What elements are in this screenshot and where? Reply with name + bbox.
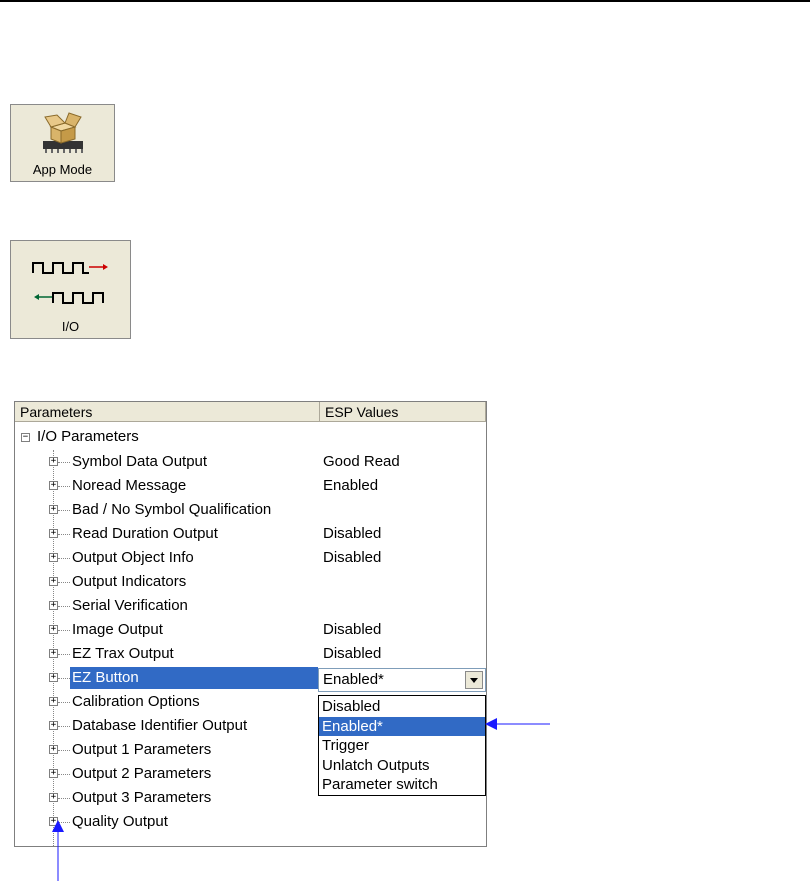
ez-button-value-select[interactable] [318,668,486,692]
tree-row-value[interactable]: Good Read [323,453,400,470]
tree-row[interactable] [15,570,485,594]
tree-branch-line [58,462,70,463]
expand-icon[interactable]: + [50,816,57,826]
tree-row[interactable] [15,618,485,642]
expand-icon[interactable]: + [50,480,57,490]
ez-button-combo-value: Enabled* [323,671,384,688]
expand-icon[interactable]: + [50,648,57,658]
tree-row-value[interactable]: Disabled [323,549,382,566]
tree-branch-line [58,798,70,799]
tree-branch-line [58,630,70,631]
expand-icon[interactable]: + [50,744,57,754]
tree-row[interactable] [15,594,485,618]
tree-branch-line [58,774,70,775]
collapse-icon[interactable]: − [22,432,29,442]
app-mode-button[interactable] [10,104,115,182]
expand-icon[interactable]: + [50,528,57,538]
arrow-left-annotation-icon [485,714,550,734]
app-mode-label: App Mode [32,162,93,177]
expand-icon[interactable]: + [50,696,57,706]
tree-branch-line [58,582,70,583]
tree-row-label: Output 2 Parameters [72,765,212,782]
io-signal-icon [31,259,111,311]
tree-row-label: Read Duration Output [72,525,218,542]
expand-icon[interactable]: + [50,624,57,634]
expand-icon[interactable]: + [50,456,57,466]
tree-row-label: EZ Trax Output [72,645,174,662]
ez-button-dropdown-list [318,695,486,796]
tree-row-label: Output 3 Parameters [72,789,212,806]
box-on-chip-icon [39,111,87,159]
expand-icon[interactable]: + [50,552,57,562]
parameters-tree-panel [14,401,487,847]
tree-row-label: Serial Verification [72,597,188,614]
dropdown-option[interactable]: Trigger [322,737,369,754]
chevron-down-icon[interactable] [465,671,483,689]
expand-icon[interactable]: + [50,768,57,778]
top-rule [0,0,810,2]
tree-row-value[interactable]: Disabled [323,645,382,662]
tree-branch-line [58,678,70,679]
expand-icon[interactable]: + [50,600,57,610]
arrow-up-annotation-icon [48,820,68,881]
tree-row-label: Symbol Data Output [72,453,208,470]
tree-row-label: Bad / No Symbol Qualification [72,501,272,518]
io-button[interactable] [10,240,131,339]
tree-branch-line [58,654,70,655]
tree-branch-line [58,606,70,607]
tree-row-label: Output 1 Parameters [72,741,212,758]
tree-row-label: Noread Message [72,477,187,494]
dropdown-option[interactable]: Unlatch Outputs [322,756,430,774]
tree-row-label: Image Output [72,621,163,638]
tree-row-label: Calibration Options [72,693,200,710]
tree-row[interactable] [15,642,485,666]
tree-row-label: EZ Button [70,667,318,689]
tree-branch-line [58,702,70,703]
expand-icon[interactable]: + [50,504,57,514]
tree-branch-line [58,510,70,511]
tree-row[interactable] [15,810,485,834]
tree-branch-line [58,558,70,559]
tree-row-value[interactable]: Disabled [323,621,382,638]
tree-branch-line [58,534,70,535]
tree-row-label: Database Identifier Output [72,717,248,734]
tree-branch-line [58,726,70,727]
tree-branch-line [58,750,70,751]
dropdown-option[interactable]: Enabled* [319,717,485,736]
tree-row-label: Quality Output [72,813,168,830]
io-label: I/O [61,319,80,334]
tree-root-label: I/O Parameters [37,428,139,445]
tree-row[interactable] [15,498,485,522]
expand-icon[interactable]: + [50,672,57,682]
column-header-parameters[interactable]: Parameters [15,402,320,422]
tree-row[interactable] [15,522,485,546]
tree-root-io-parameters[interactable] [15,426,485,450]
dropdown-option[interactable]: Disabled [322,698,381,715]
column-header-esp-values[interactable]: ESP Values [320,402,486,422]
expand-icon[interactable]: + [50,720,57,730]
tree-row-label: Output Object Info [72,549,194,566]
tree-row[interactable] [15,450,485,474]
tree-branch-line [58,486,70,487]
dropdown-option[interactable]: Parameter switch [322,776,438,793]
tree-row[interactable] [15,474,485,498]
expand-icon[interactable]: + [50,576,57,586]
tree-row-value[interactable]: Enabled [323,477,379,494]
expand-icon[interactable]: + [50,792,57,802]
tree-row-label: Output Indicators [72,573,187,590]
tree-row-value[interactable]: Disabled [323,525,382,542]
tree-row[interactable] [15,546,485,570]
